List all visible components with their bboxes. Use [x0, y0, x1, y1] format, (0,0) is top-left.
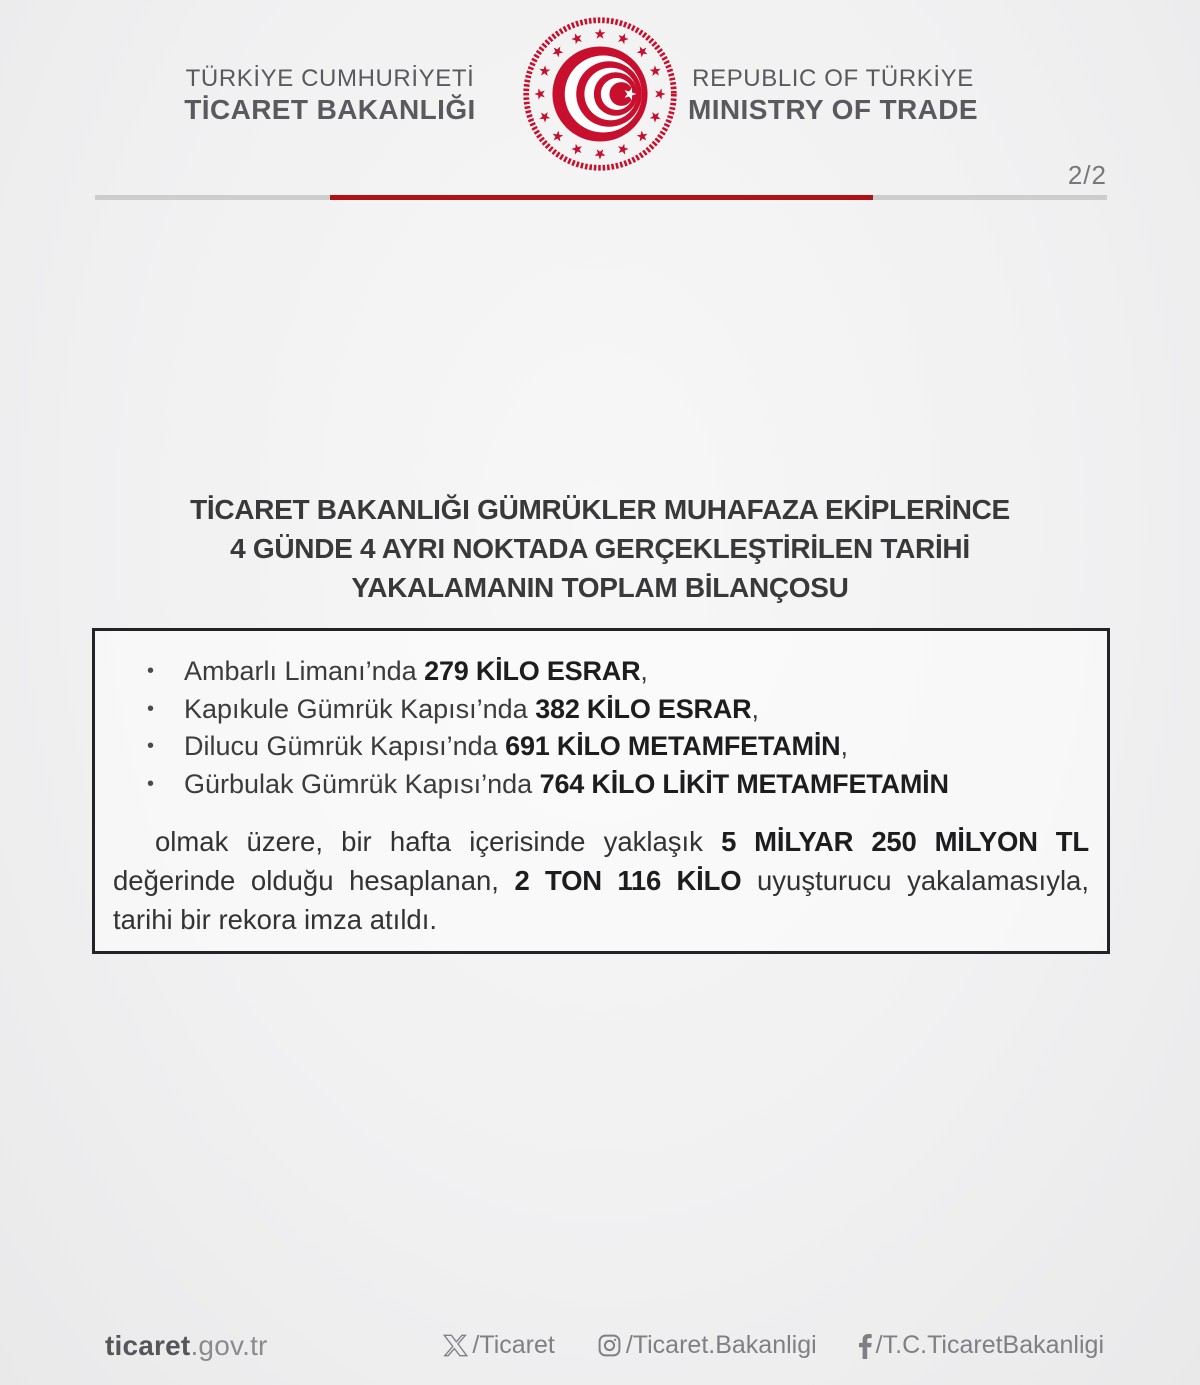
page-title: [0, 490, 1200, 607]
seizure-item-text: Kapıkule Gümrük Kapısı’nda 382 KİLO ESRAR,: [184, 693, 759, 724]
bullet-dot: •: [147, 772, 155, 795]
title-line-3: YAKALAMANIN TOPLAM BİLANÇOSU: [351, 572, 849, 603]
header-left-block: [95, 64, 565, 126]
divider-line: [95, 195, 1107, 200]
bullet-dot: •: [147, 660, 155, 682]
seizure-item-text: Gürbulak Gümrük Kapısı’nda 764 KİLO LİKİT METAMFETAMİN: [184, 768, 949, 799]
social-item-instagram: [597, 1331, 817, 1360]
list-item: [147, 728, 1087, 766]
social-links-row: [443, 1331, 1104, 1360]
social-item-x: [443, 1331, 554, 1360]
summary-paragraph: olmak üzere, bir hafta içerisinde yaklaşık 5 MİLYAR 250 MİLYON TL değerinde olduğu hesaplanan, 2 TON 116 KİLO uyuşturucu yakalamasıyla, tarihi bir rekora imza atıldı.: [113, 826, 1089, 935]
seizure-item-text: Dilucu Gümrük Kapısı’nda 691 KİLO METAMFETAMİN,: [184, 731, 848, 761]
bullet-dot: •: [147, 697, 155, 720]
seizure-bullet-list: [95, 631, 1107, 803]
social-item-facebook: [859, 1331, 1104, 1360]
website-url-bold: ticaret: [105, 1330, 191, 1361]
seizure-item-text: Ambarlı Limanı’nda 279 KİLO ESRAR,: [184, 656, 648, 686]
website-url-rest: .gov.tr: [190, 1330, 268, 1361]
header-left-line1: TÜRKİYE CUMHURİYETİ: [185, 65, 475, 92]
instagram-icon: [597, 1333, 622, 1358]
divider-red-segment: [330, 195, 873, 200]
facebook-icon: [859, 1333, 872, 1359]
website-url: [105, 1330, 268, 1362]
title-line-2: 4 GÜNDE 4 AYRI NOKTADA GERÇEKLEŞTİRİLEN TARİHİ: [230, 533, 970, 564]
list-item: [147, 691, 1087, 729]
social-handle: /T.C.TicaretBakanligi: [875, 1331, 1104, 1359]
social-handle: /Ticaret: [472, 1331, 555, 1359]
title-line-1: TİCARET BAKANLIĞI GÜMRÜKLER MUHAFAZA EKİPLERİNCE: [190, 494, 1010, 525]
list-item: [147, 766, 1087, 804]
x-icon: [443, 1333, 468, 1358]
header-right-line2: MINISTRY OF TRADE: [688, 94, 978, 125]
bullet-dot: •: [147, 735, 155, 757]
page-indicator: 2/2: [1067, 160, 1107, 190]
summary-box: [92, 628, 1110, 954]
list-item: [147, 653, 1087, 691]
header-left-line2: TİCARET BAKANLIĞI: [184, 94, 476, 125]
header-right-block: [633, 64, 1033, 126]
header-right-line1: REPUBLIC OF TÜRKİYE: [692, 65, 974, 92]
social-handle: /Ticaret.Bakanligi: [625, 1331, 817, 1359]
